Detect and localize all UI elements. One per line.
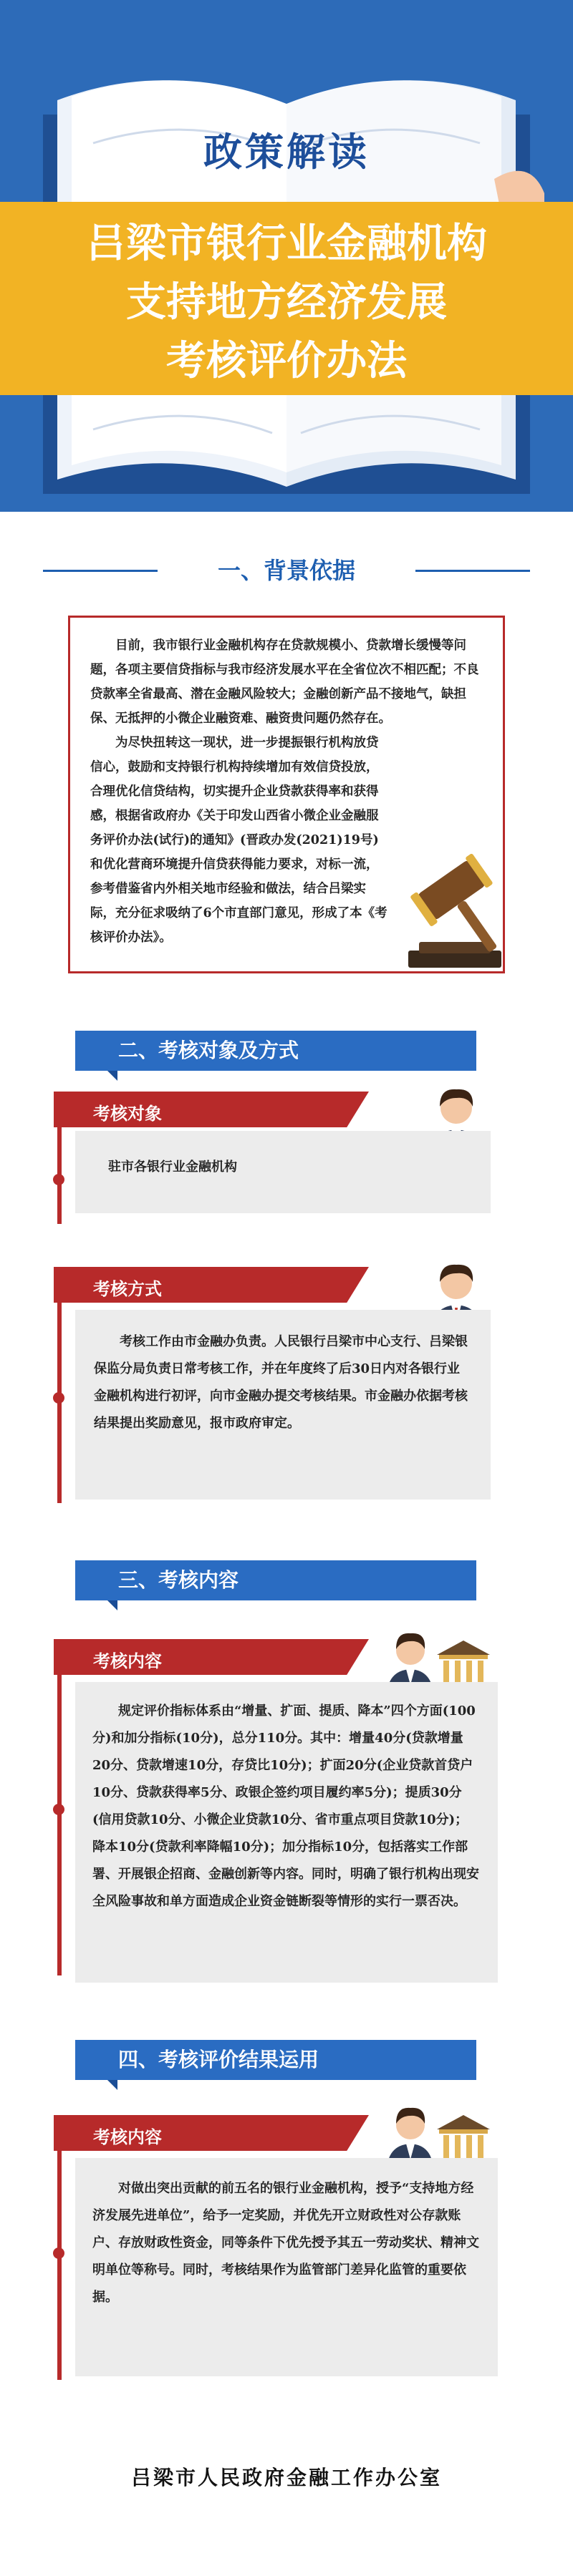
result-panel xyxy=(75,2158,498,2376)
gavel-icon xyxy=(401,845,509,973)
hero-banner xyxy=(0,0,573,512)
hero-title-line-3: 考核评价办法 xyxy=(166,338,407,384)
section-1-rule-left xyxy=(43,570,158,572)
hero-title-line-2: 支持地方经济发展 xyxy=(126,279,447,326)
content-panel xyxy=(75,1682,498,1983)
banner-fold-3 xyxy=(107,1600,117,1610)
section-2-title: 二、考核对象及方式 xyxy=(118,1039,299,1062)
method-panel xyxy=(75,1310,491,1500)
section-1-title: 一、背景依据 xyxy=(217,557,355,584)
background-paragraph-1: 目前，我市银行业金融机构存在贷款规模小、贷款增长缓慢等问题，各项主要信贷指标与我市经济发展水平在全省位次不相匹配；不良贷款率全省最高、潜在金融风险较大；金融创新产品不接地气，缺担保、无抵押的小微企业融资难、融资贵问题仍然存在。 xyxy=(90,638,479,726)
banner-fold-4 xyxy=(107,2080,117,2090)
hero-title-line-1: 吕梁市银行业金融机构 xyxy=(86,220,487,267)
section-1-rule-right xyxy=(415,570,530,572)
object-dot xyxy=(53,1174,64,1185)
method-tag-label: 考核方式 xyxy=(93,1279,162,1299)
hero-label: 政策解读 xyxy=(203,130,370,175)
object-tag-label: 考核对象 xyxy=(93,1104,162,1124)
background-paragraph-2: 为尽快扭转这一现状，进一步提振银行机构放贷信心，鼓励和支持银行机构持续增加有效信贷投放，合理优化信贷结构，切实提升企业贷款获得率和获得感，根据省政府办《关于印发山西省小微企业金融服务评价办法(试行)的通知》(晋政办发(2021)19号)和优化营商环境提升信贷获得能力要求，对标一流，参考借鉴省内外相关地市经验和做法，结合吕梁实际，充分征求吸纳了6个市直部门意见，形成了本《考核评价办法》。 xyxy=(90,736,387,945)
object-panel xyxy=(75,1131,491,1213)
section-2-banner xyxy=(75,1031,476,1071)
result-dot xyxy=(53,2247,64,2259)
footer-signature: 吕梁市人民政府金融工作办公室 xyxy=(130,2466,442,2489)
method-dot xyxy=(53,1392,64,1404)
object-text: 驻市各银行业金融机构 xyxy=(108,1160,237,1175)
section-3-banner xyxy=(75,1560,476,1600)
method-text: 考核工作由市金融办负责。人民银行吕梁市中心支行、吕梁银保监分局负责日常考核工作，并在年度终了后30日内对各银行业金融机构进行初评，向市金融办提交考核结果。市金融办依据考核结果提出奖励意见，报市政府审定。 xyxy=(94,1334,468,1431)
section-4-title: 四、考核评价结果运用 xyxy=(118,2048,319,2071)
banner-fold xyxy=(107,1071,117,1081)
section-3-title: 三、考核内容 xyxy=(118,1568,239,1592)
result-tag-label: 考核内容 xyxy=(93,2127,162,2147)
section-4-banner xyxy=(75,2040,476,2080)
content-dot xyxy=(53,1804,64,1815)
content-text: 规定评价指标体系由“增量、扩面、提质、降本”四个方面(100分)和加分指标(10分)，总分110分。其中：增量40分(贷款增量20分、贷款增速10分，存贷比10分)；扩面20分(企业贷款首贷户10分、贷款获得率5分、政银企签约项目履约率5分)；提质30分(信用贷款10分、小微企业贷款10分、省市重点项目贷款10分)；降本10分(贷款利率降幅10分)；加分指标10分，包括落实工作部署、开展银企招商、金融创新等内容。同时，明确了银行机构出现安全风险事故和单方面造成企业资金链断裂等情形的实行一票否决。 xyxy=(92,1703,479,1909)
content-tag-label: 考核内容 xyxy=(93,1651,162,1671)
result-text: 对做出突出贡献的前五名的银行业金融机构，授予“支持地方经济发展先进单位”，给予一定奖励，并优先开立财政性对公存款账户、存放财政性资金，同等条件下优先授予其五一劳动奖状、精神文明单位等称号。同时，考核结果作为监管部门差异化监管的重要依据。 xyxy=(92,2181,479,2305)
